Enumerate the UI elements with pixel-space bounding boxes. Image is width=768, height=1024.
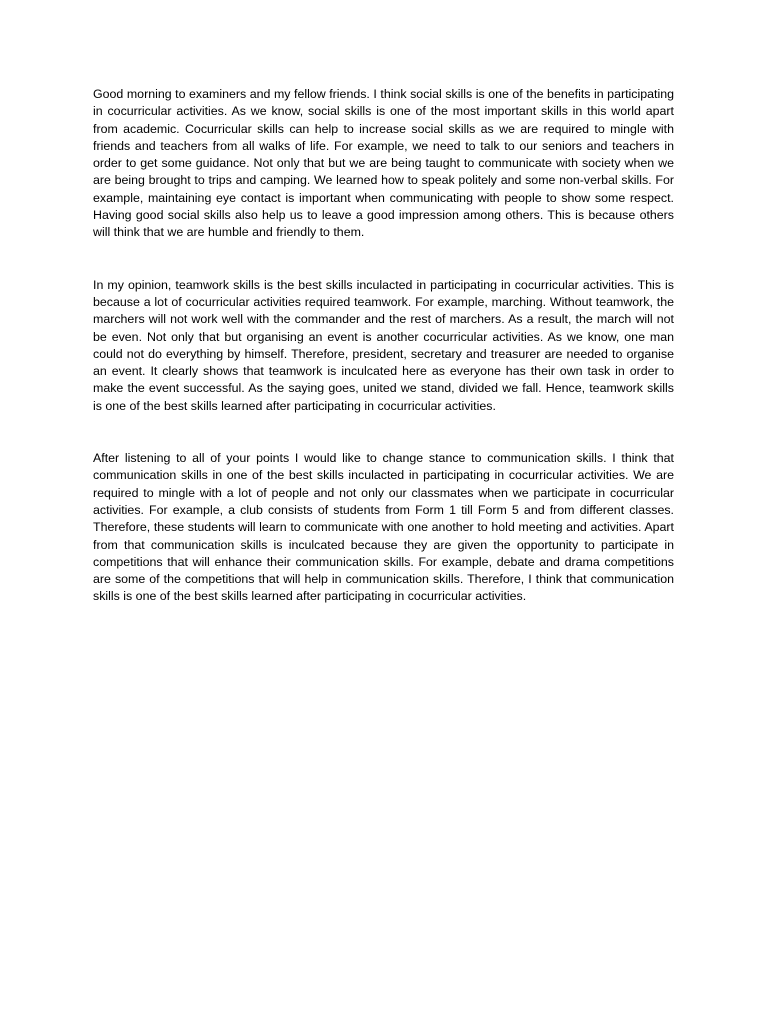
paragraph-communication-skills: After listening to all of your points I would like to change stance to communication skills. I think that communication skills in one of the best skills inculacted in participating in cocurricular activities. We are required to mingle with a lot of people and not only our classmates when we participate in cocurricular activities. For example, a club consists of students from Form 1 till Form 5 and from different classes. Therefore, these students will learn to communicate with one another to hold meeting and activities. Apart from that communication skills is inculcated because they are given the opportunity to participate in competitions that will enhance their communication skills. For example, debate and drama competitions are some of the competitions that will help in communication skills. Therefore, I think that communication skills is one of the best skills learned after participating in cocurricular activities. bbox=[93, 451, 674, 604]
document-page bbox=[93, 86, 674, 606]
paragraph-teamwork-skills: In my opinion, teamwork skills is the best skills inculacted in participating in cocurricular activities. This is because a lot of cocurricular activities required teamwork. For example, marching. Without teamwork, the marchers will not work well with the commander and the rest of marchers. As a result, the march will not be even. Not only that but organising an event is another cocurricular activities. As we know, one man could not do everything by himself. Therefore, president, secretary and treasurer are needed to organise an event. It clearly shows that teamwork is inculcated here as everyone has their own task in order to make the event successful. As the saying goes, united we stand, divided we fall. Hence, teamwork skills is one of the best skills learned after participating in cocurricular activities. bbox=[93, 277, 674, 413]
paragraph-social-skills: Good morning to examiners and my fellow friends. I think social skills is one of the benefits in participating in cocurricular activities. As we know, social skills is one of the most important skills in this world apart from academic. Cocurricular skills can help to increase social skills as we are required to mingle with friends and teachers from all walks of life. For example, we need to talk to our seniors and teachers in order to get some guidance. Not only that but we are being taught to communicate with society when we are being brought to trips and camping. We learned how to speak politely and some non-verbal skills. For example, maintaining eye contact is important when communicating with people to show some respect. Having good social skills also help us to leave a good impression among others. This is because others will think that we are humble and friendly to them. bbox=[93, 87, 674, 240]
